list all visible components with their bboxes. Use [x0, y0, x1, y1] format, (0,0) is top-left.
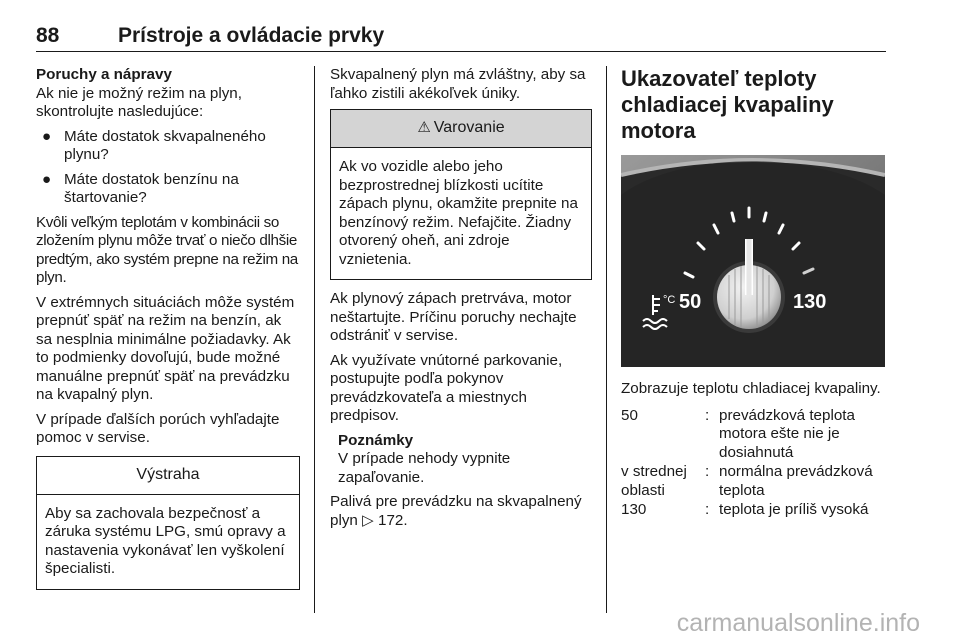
paragraph: Ak využívate vnútorné parkovanie, postupujte podľa pokynov prevádzkovateľa a miestnych predpisov.: [330, 351, 563, 424]
paragraph: Ak plynový zápach pretrváva, motor neštartujte. Príčinu poruchy nechajte odstrániť v servise.: [330, 290, 577, 344]
temperature-definition-table: [621, 407, 885, 521]
paragraph: Skvapalnený plyn má zvláštny, aby sa ľahko zistili akékoľvek úniky.: [330, 66, 586, 102]
page-header: [36, 22, 886, 52]
table-row: 130 : teplota je príliš vysoká: [621, 501, 869, 518]
warning-text: Ak vo vozidle alebo jeho bezprostrednej blízkosti ucítite zápach plynu, okamžite prepnite na benzínový režim. Nefajčite. Žiadny otvorený oheň, ani zdroje vznietenia.: [339, 158, 578, 268]
paragraph: Kvôli veľkým teplotám v kombinácii so zložením plynu môže trvať o niečo dlhšie predtým, ako systém prepne na režim na plyn.: [36, 213, 298, 286]
bullet-icon: ●: [42, 127, 52, 145]
bullet-icon: ●: [42, 170, 52, 188]
caution-text: Aby sa zachovala bezpečnosť a záruka systému LPG, smú opravy a nastavenia vykonávať len vyškolení špecialisti.: [45, 504, 286, 577]
gauge-description: Zobrazuje teplotu chladiacej kvapaliny.: [621, 380, 881, 397]
chapter-title: Prístroje a ovládacie prvky: [118, 24, 385, 47]
column-divider-right: [606, 66, 607, 613]
column-left: [36, 66, 300, 600]
gauge-unit: °C: [663, 294, 676, 306]
column-middle: [330, 66, 592, 536]
list-item: ● Máte dostatok benzínu na štartovanie?: [42, 170, 239, 206]
note-block: [338, 432, 592, 488]
section-heading-faults: Poruchy a nápravy: [36, 66, 172, 83]
cross-reference-paragraph: Palivá pre prevádzku na skvapalnený plyn ▷ 172.: [330, 493, 582, 529]
page-number: 88: [36, 24, 60, 47]
warning-triangle-icon: ⚠: [417, 119, 431, 137]
paragraph: V prípade ďalších porúch vyhľadajte pomoc v servise.: [36, 410, 280, 446]
column-divider-left: [314, 66, 315, 613]
gauge-label-130: 130: [793, 291, 827, 313]
warning-box: [330, 109, 592, 280]
note-text: V prípade nehody vypnite zapaľovanie.: [338, 450, 511, 486]
note-title: Poznámky: [338, 431, 414, 449]
caution-title: Výstraha: [37, 457, 299, 495]
checklist: [36, 128, 300, 208]
section-heading-coolant: Ukazovateľ teploty chladiacej kvapaliny motora: [621, 66, 834, 143]
page-reference-icon: ▷: [362, 511, 374, 529]
table-row: v strednej oblasti : normálna prevádzková teplota: [621, 463, 873, 499]
page-reference: 172.: [373, 511, 408, 529]
intro-paragraph: Ak nie je možný režim na plyn, skontrolujte nasledujúce:: [36, 84, 242, 120]
column-right: [621, 66, 891, 521]
watermark: carmanualsonline.info: [676, 609, 920, 637]
coolant-gauge-image: [621, 155, 885, 367]
warning-title: Varovanie: [433, 119, 505, 137]
warning-header: [331, 110, 591, 148]
caution-box: [36, 456, 300, 590]
table-row: 50 : prevádzková teplota motora ešte nie je dosiahnutá: [621, 406, 855, 461]
paragraph: V extrémnych situáciách môže systém prepnúť späť na režim na benzín, ak sa nesplnia minimálne požiadavky. Ak to podmienky dovoľujú, bude možné manuálne prepnúť späť na prevádzku na kvapalný plyn.: [36, 293, 295, 403]
list-item: ● Máte dostatok skvapalneného plynu?: [42, 127, 266, 163]
gauge-label-50: 50: [679, 291, 702, 313]
